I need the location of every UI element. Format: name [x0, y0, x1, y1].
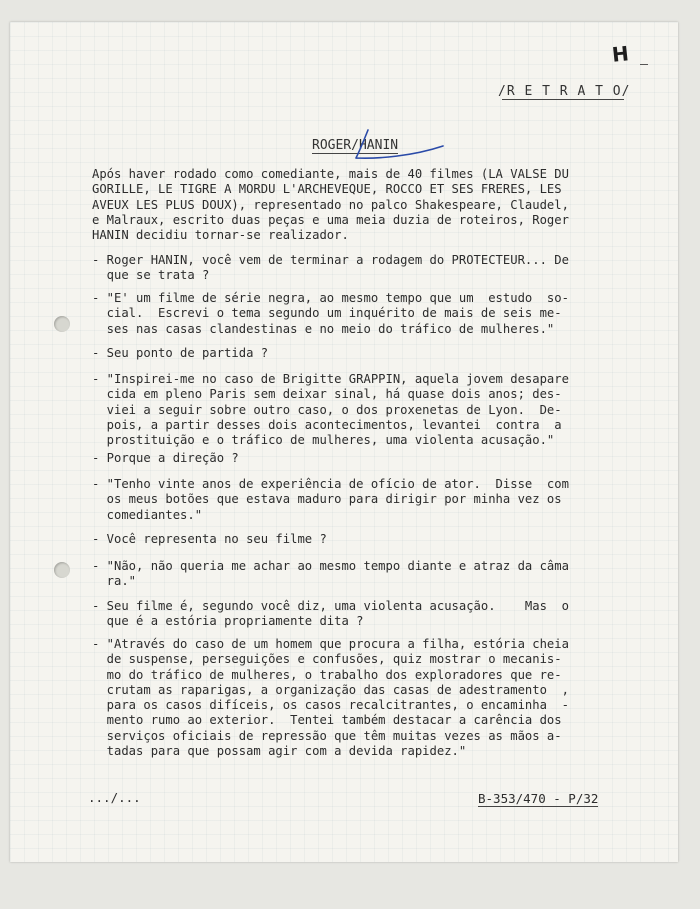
continuation-mark: .../... — [88, 790, 141, 805]
document-reference: B-353/470 - P/32 — [478, 791, 599, 806]
punch-hole-top — [54, 316, 70, 332]
question-4: - Você representa no seu filme ? — [92, 532, 327, 546]
handwritten-mark: H — [610, 41, 630, 67]
handwritten-dash — [640, 64, 648, 65]
answer-3: - "Tenho vinte anos de experiência de ofício de ator. Disse com os meus botões que estava maduro para dirigir por minha vez os comediantes." — [92, 477, 569, 522]
question-1: - Roger HANIN, você vem de terminar a rodagem do PROTECTEUR... De que se trata ? — [92, 253, 569, 283]
page-title: ROGER/HANIN — [312, 138, 399, 153]
punch-hole-bottom — [54, 562, 70, 578]
answer-4: - "Não, não queria me achar ao mesmo tempo diante e atraz da câma ra." — [92, 559, 569, 589]
answer-5: - "Através do caso de um homem que procura a filha, estória cheia de suspense, perseguições e confusões, quiz mostrar o mecanis- mo do tráfico de mulheres, o trabalho dos exploradores que re- crutam as raparigas, a organização das casas de adestramento , para os casos difíceis, os casos recalcitrantes, o encaminha - mento rumo ao exterior. Tentei também destacar a carência dos serviços oficiais de repressão que têm muitas vezes as mãos a- tadas para que possam agir com a devida rapidez." — [92, 637, 569, 759]
answer-2: - "Inspirei-me no caso de Brigitte GRAPPIN, aquela jovem desapare cida em pleno Paris sem deixar sinal, há quase dois anos; des- viei a seguir sobre outro caso, o dos proxenetas de Lyon. De- pois, a partir desses dois acontecimentos, levantei contra a prostituição e o tráfico de mulheres, uma violenta acusação." — [92, 372, 569, 448]
section-label: /R E T R A T O/ — [498, 84, 631, 99]
answer-1: - "E' um filme de série negra, ao mesmo tempo que um estudo so- cial. Escrevi o tema segundo um inquérito de mais de seis me- ses nas casas clandestinas e no meio do tráfico de mulheres." — [92, 291, 569, 336]
intro-paragraph: Após haver rodado como comediante, mais de 40 filmes (LA VALSE DU GORILLE, LE TIGRE A MORDU L'ARCHEVEQUE, ROCCO ET SES FRERES, LES AVEUX LES PLUS DOUX), representado no palco Shakespeare, Claudel, e Malraux, escrito duas peças e uma meia duzia de roteiros, Roger HANIN decidiu tornar-se realizador. — [92, 167, 569, 243]
question-3: - Porque a direção ? — [92, 451, 239, 465]
question-5: - Seu filme é, segundo você diz, uma violenta acusação. Mas o que é a estória propriamente dita ? — [92, 599, 569, 629]
question-2: - Seu ponto de partida ? — [92, 346, 269, 360]
pen-annotation-icon — [338, 126, 448, 166]
